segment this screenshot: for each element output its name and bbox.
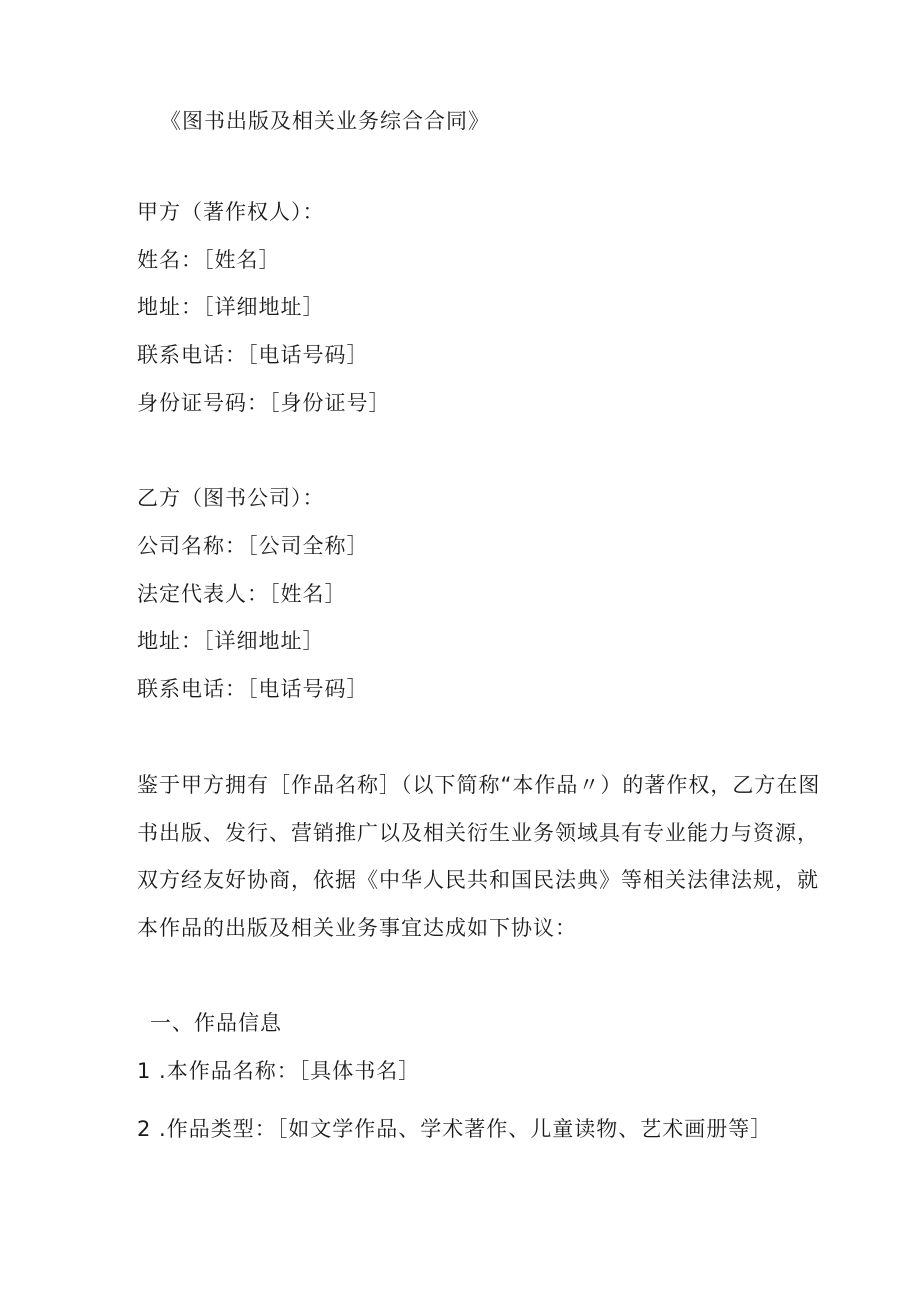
preamble-line: 双方经友好协商，依据《中华人民共和国民法典》等相关法律法规，就: [137, 868, 819, 892]
preamble-line: 书出版、发行、营销推广以及相关衍生业务领域具有专业能力与资源，: [137, 821, 819, 845]
party-a-phone: 联系电话：［电话号码］: [137, 343, 369, 367]
party-a-heading: 甲方（著作权人）：: [137, 200, 325, 224]
contract-title: 《图书出版及相关业务综合合同》: [160, 109, 490, 133]
party-b-address: 地址：［详细地址］: [137, 629, 325, 653]
party-b-company: 公司名称：［公司全称］: [137, 534, 369, 558]
party-a-name: 姓名：［姓名］: [137, 248, 281, 272]
preamble-line: 本作品的出版及相关业务事宜达成如下协议：: [137, 916, 577, 940]
party-a-id-number: 身份证号码：［身份证号］: [137, 391, 391, 415]
party-a-address: 地址：［详细地址］: [137, 295, 325, 319]
section-1-item: 2 .作品类型：［如文学作品、学术著作、儿童读物、艺术画册等］: [137, 1117, 773, 1141]
party-b-legal-rep: 法定代表人：［姓名］: [137, 582, 347, 606]
party-b-heading: 乙方（图书公司）：: [137, 486, 325, 510]
preamble-line: 鉴于甲方拥有［作品名称］（以下简称“本作品〃）的著作权，乙方在图: [137, 773, 821, 797]
section-1-heading: 一、作品信息: [150, 1011, 282, 1035]
party-b-phone: 联系电话：［电话号码］: [137, 677, 369, 701]
section-1-item: 1 .本作品名称：［具体书名］: [137, 1059, 421, 1083]
